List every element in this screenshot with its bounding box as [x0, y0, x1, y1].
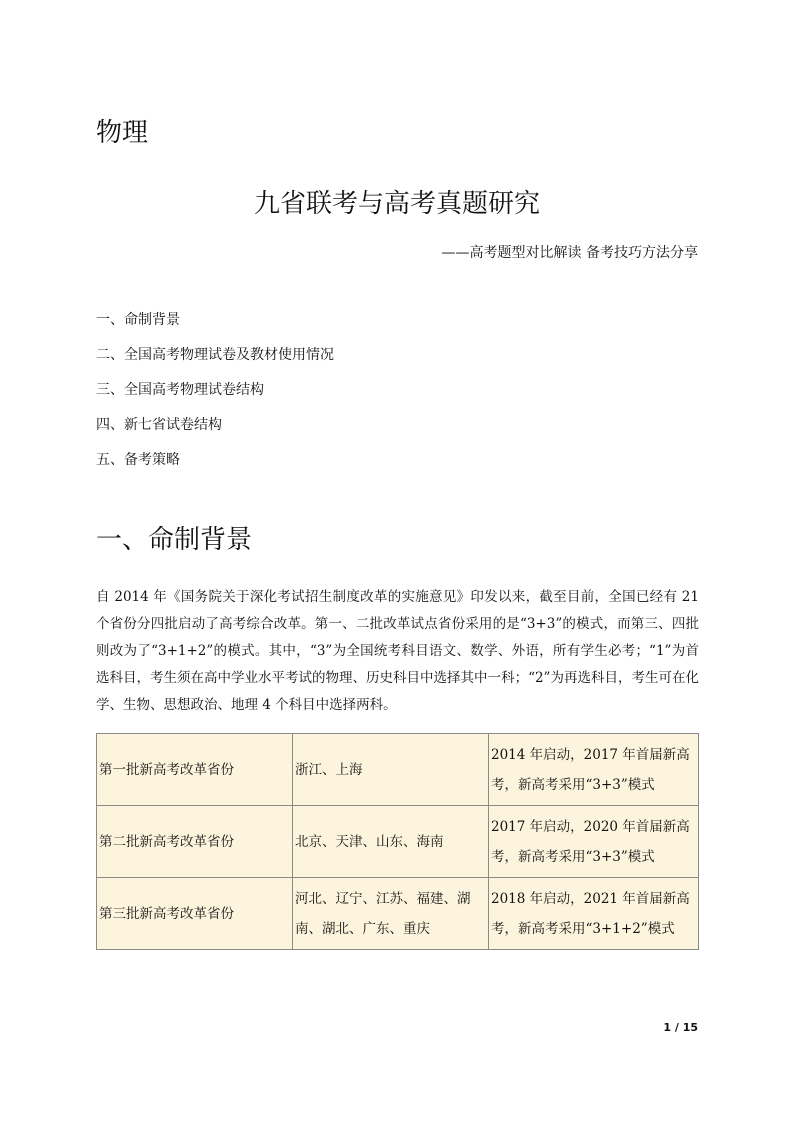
subject-label: 物理 — [96, 118, 149, 148]
toc-item: 四、新七省试卷结构 — [96, 417, 222, 433]
section-heading: 一、命制背景 — [96, 525, 253, 555]
document-subtitle: ——高考题型对比解读 备考技巧方法分享 — [441, 245, 698, 261]
table-cell-provinces: 河北、辽宁、江苏、福建、湖南、湖北、广东、重庆 — [293, 878, 489, 950]
table-row — [97, 734, 699, 806]
table-of-contents — [96, 309, 334, 484]
table-cell-provinces: 浙江、上海 — [293, 734, 489, 806]
table-cell-details: 2014 年启动，2017 年首届新高考，新高考采用“3+3”模式 — [489, 734, 699, 806]
table-row — [97, 806, 699, 878]
table-cell-batch: 第二批新高考改革省份 — [97, 806, 293, 878]
toc-item: 三、全国高考物理试卷结构 — [96, 382, 264, 398]
page-number: 1 / 15 — [663, 1021, 698, 1034]
document-title: 九省联考与高考真题研究 — [253, 189, 540, 219]
toc-item: 一、命制背景 — [96, 312, 180, 328]
body-paragraph: 自 2014 年《国务院关于深化考试招生制度改革的实施意见》印发以来，截至目前，全国已经有 21 个省份分四批启动了高考综合改革。第一、二批改革试点省份采用的是“3+3”的模式，而第三、四批则改为了“3+1+2”的模式。其中，“3”为全国统考科目语文、数学、外语，所有学生必考；“1”为首选科目，考生须在高中学业水平考试的物理、历史科目中选择其中一科；“2”为再选科目，考生可在化学、生物、思想政治、地理 4 个科目中选择两科。 — [96, 589, 699, 713]
table-cell-batch: 第三批新高考改革省份 — [97, 878, 293, 950]
table-cell-details: 2017 年启动，2020 年首届新高考，新高考采用“3+3”模式 — [489, 806, 699, 878]
toc-item: 五、备考策略 — [96, 452, 180, 468]
table-cell-details: 2018 年启动，2021 年首届新高考，新高考采用“3+1+2”模式 — [489, 878, 699, 950]
toc-item: 二、全国高考物理试卷及教材使用情况 — [96, 347, 334, 363]
reform-provinces-table — [96, 733, 699, 950]
table-cell-provinces: 北京、天津、山东、海南 — [293, 806, 489, 878]
table-row — [97, 878, 699, 950]
table-cell-batch: 第一批新高考改革省份 — [97, 734, 293, 806]
